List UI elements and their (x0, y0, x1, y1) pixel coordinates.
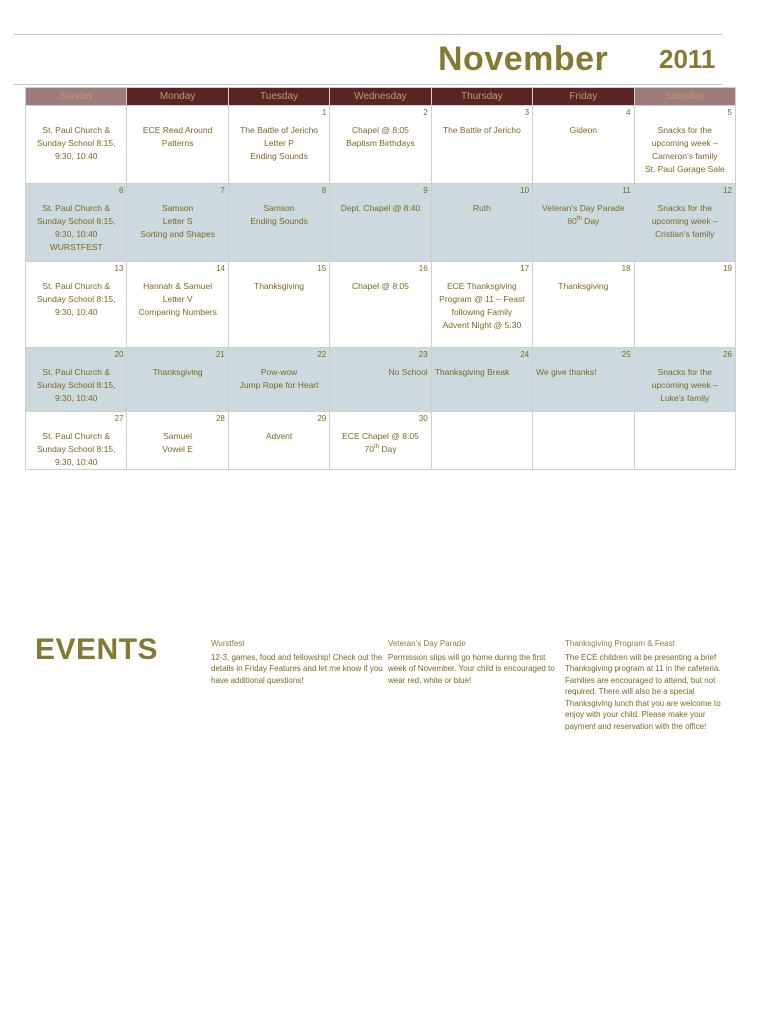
day-entry (330, 348, 430, 379)
event-title: Wurstfest (211, 639, 245, 648)
day-entry (533, 262, 633, 293)
day-entry-text: ECE Thanksgiving Program @ 11 – Feast following Family Advent Night @ 5:30 (439, 281, 525, 330)
day-number: 15 (317, 264, 327, 273)
weekday-wednesday: Wednesday (330, 88, 431, 106)
event-wurstfest (211, 638, 383, 686)
day-entry-text: Dept. Chapel @ 8:40 (340, 203, 421, 213)
day-count-label: Day (378, 444, 397, 454)
day-entry-text: Hannah & Samuel Letter V Comparing Numbers (138, 281, 217, 317)
day-entry-text: St. Paul Church & Sunday School 8:15, 9:30, 10:40 (36, 431, 116, 467)
day-entry-text: St. Paul Church & Sunday School 8:15, 9:30, 10:40 (36, 125, 116, 161)
day-number: 6 (118, 186, 124, 195)
weekday-header-row (26, 88, 736, 106)
day-number: 10 (520, 186, 530, 195)
day-entry (330, 412, 430, 456)
header-top-rule (14, 34, 722, 35)
calendar-day-cell (127, 412, 228, 470)
day-number: 21 (215, 350, 225, 359)
day-entry-text: Samson Ending Sounds (250, 203, 308, 226)
calendar-day-cell (431, 184, 532, 262)
day-number: 16 (418, 264, 428, 273)
calendar-day-cell (330, 184, 431, 262)
day-number: 24 (520, 350, 530, 359)
day-entry-text: Veteran’s Day Parade (542, 203, 625, 213)
calendar-day-cell (533, 106, 634, 184)
day-count-suffix: th (373, 444, 379, 451)
day-entry (26, 262, 126, 319)
day-entry-text: Thanksgiving (152, 367, 203, 377)
day-entry (635, 412, 735, 430)
event-body: 12-3, games, food and fellowship! Check out the details in Friday Features and let me know if you have additional questions! (211, 652, 383, 685)
calendar-day-cell (228, 262, 329, 348)
calendar-day-cell (634, 348, 735, 412)
event-body: Permission slips will go home during the first week of November. Your child is encouraged to wear red, white or blue! (388, 652, 555, 685)
day-number: 11 (622, 186, 631, 195)
day-number: 13 (114, 264, 124, 273)
event-body: The ECE children will be presenting a brief Thanksgiving program at 11 in the cafeteria. Families are encouraged to attend, but not required. There will also be a special Thanksgiving lunch that you are welcome to enjoy with your child. Please make your payment and reservation with the office! (565, 652, 721, 731)
day-number: 18 (621, 264, 631, 273)
calendar-day-cell (330, 106, 431, 184)
weekday-friday: Friday (533, 88, 634, 106)
calendar-week-row (26, 262, 736, 348)
calendar-day-cell (634, 106, 735, 184)
calendar-day-cell (431, 106, 532, 184)
day-entry-text: St. Paul Church & Sunday School 8:15, 9:30, 10:40 WURSTFEST (36, 203, 116, 252)
events-heading: EVENTS (35, 633, 159, 666)
day-entry (330, 184, 430, 215)
day-entry-text: Chapel @ 8:05 (352, 281, 409, 291)
day-entry (127, 262, 227, 319)
day-number: 20 (114, 350, 124, 359)
calendar-day-cell (431, 262, 532, 348)
day-entry-text: No School (388, 367, 428, 377)
weekday-tuesday: Tuesday (228, 88, 329, 106)
calendar-day-cell (26, 184, 127, 262)
calendar-day-cell (228, 412, 329, 470)
day-number: 26 (723, 350, 732, 359)
day-entry (432, 412, 532, 430)
calendar-day-cell (127, 348, 228, 412)
day-entry (127, 348, 227, 379)
day-entry-text: ECE Chapel @ 8:05 (342, 431, 419, 441)
calendar-day-cell (431, 348, 532, 412)
day-entry-text: ECE Read Around Patterns (142, 125, 213, 148)
day-number: 9 (423, 186, 428, 195)
day-entry (127, 412, 227, 456)
calendar-day-cell (127, 106, 228, 184)
calendar-day-cell (127, 262, 228, 348)
event-title: Veteran’s Day Parade (388, 639, 466, 648)
calendar-day-cell (533, 348, 634, 412)
calendar-day-cell (634, 262, 735, 348)
day-entry-text: We give thanks! (536, 367, 597, 377)
day-count: 70 (364, 444, 374, 454)
calendar-day-cell (330, 262, 431, 348)
calendar-day-cell (330, 348, 431, 412)
day-entry (229, 412, 329, 443)
day-entry-text: Pow-wow Jump Rope for Heart (239, 367, 319, 390)
day-number: 17 (520, 264, 530, 273)
year-title: 2011 (659, 44, 716, 74)
day-entry (533, 184, 633, 228)
month-title: November (438, 40, 609, 78)
day-count-label: Day (581, 216, 600, 226)
day-entry (330, 106, 430, 150)
event-veterans-day-parade (388, 638, 560, 686)
day-entry (229, 184, 329, 228)
day-entry-text: The Battle of Jericho (442, 125, 521, 135)
day-entry (635, 348, 735, 405)
day-entry-text: Ruth (472, 203, 491, 213)
calendar-day-cell (330, 412, 431, 470)
calendar-day-cell (228, 184, 329, 262)
day-entry (432, 348, 532, 379)
day-number: 25 (621, 350, 631, 359)
calendar-week-row (26, 184, 736, 262)
weekday-monday: Monday (127, 88, 228, 106)
day-number: 27 (114, 414, 124, 423)
day-entry-text: St. Paul Church & Sunday School 8:15, 9:30, 10:40 (36, 281, 116, 317)
day-entry-text: Gideon (569, 125, 598, 135)
day-count-suffix: th (576, 216, 582, 223)
day-entry (533, 348, 633, 379)
calendar-week-row (26, 348, 736, 412)
calendar-day-cell (26, 106, 127, 184)
day-entry (432, 262, 532, 332)
event-thanksgiving-program (565, 638, 737, 732)
weekday-sunday: Sunday (26, 88, 127, 106)
day-entry (432, 184, 532, 215)
day-number: 19 (723, 264, 732, 273)
day-entry (635, 262, 735, 280)
day-number: 29 (317, 414, 327, 423)
day-entry-text: Advent (265, 431, 293, 441)
day-entry-text: The Battle of Jericho Letter P Ending Sounds (240, 125, 319, 161)
day-number: 23 (418, 350, 428, 359)
calendar-day-cell (431, 412, 532, 470)
day-entry (533, 412, 633, 430)
day-entry (330, 262, 430, 293)
day-entry (26, 348, 126, 405)
day-number: 12 (723, 186, 732, 195)
day-entry-text: Thanksgiving Break (434, 367, 510, 377)
day-entry (229, 262, 329, 293)
calendar-day-cell (127, 184, 228, 262)
calendar-day-cell (634, 184, 735, 262)
calendar-day-cell (533, 184, 634, 262)
calendar-day-cell (634, 412, 735, 470)
day-entry (229, 106, 329, 163)
day-number: 5 (727, 108, 732, 117)
day-number: 2 (423, 108, 428, 117)
event-title: Thanksgiving Program & Feast (565, 639, 675, 648)
day-entry (127, 184, 227, 241)
calendar-day-cell (228, 348, 329, 412)
day-number: 3 (524, 108, 530, 117)
day-entry-text: Thanksgiving (254, 281, 305, 291)
day-count: 60 (567, 216, 577, 226)
header-bottom-rule (14, 84, 722, 85)
day-entry (432, 106, 532, 137)
calendar-week-row (26, 412, 736, 470)
calendar-day-cell (26, 412, 127, 470)
calendar-day-cell (533, 262, 634, 348)
calendar-week-row (26, 106, 736, 184)
calendar-day-cell (26, 348, 127, 412)
weekday-thursday: Thursday (431, 88, 532, 106)
calendar-day-cell (228, 106, 329, 184)
day-entry-text: St. Paul Church & Sunday School 8:15, 9:30, 10:40 (36, 367, 116, 403)
day-entry (635, 106, 735, 176)
day-number: 22 (317, 350, 327, 359)
day-number: 14 (215, 264, 225, 273)
day-entry-text: Snacks for the upcoming week – Cameron’s family St. Paul Garage Sale (644, 125, 725, 174)
calendar-day-cell (26, 262, 127, 348)
weekday-saturday: Saturday (634, 88, 735, 106)
day-number: 1 (321, 108, 327, 117)
calendar-grid (25, 87, 736, 470)
day-entry (127, 106, 227, 150)
day-entry-text: Chapel @ 8:05 Baptism Birthdays (346, 125, 415, 148)
calendar-day-cell (533, 412, 634, 470)
day-entry (26, 184, 126, 254)
day-number: 7 (220, 186, 225, 195)
day-number: 30 (418, 414, 428, 423)
day-number: 4 (626, 108, 631, 117)
day-entry-text: Snacks for the upcoming week – Luke’s family (651, 367, 718, 403)
day-entry (26, 412, 126, 469)
day-entry (635, 184, 735, 241)
day-entry-text: Thanksgiving (558, 281, 609, 291)
day-entry-text: Samson Letter S Sorting and Shapes (140, 203, 215, 239)
day-entry-text: Snacks for the upcoming week – Cristian’s family (651, 203, 718, 239)
day-entry (229, 348, 329, 392)
day-entry-text: Samuel Vowel E (162, 431, 193, 454)
day-entry (533, 106, 633, 137)
day-entry (26, 106, 126, 163)
day-number: 28 (215, 414, 225, 423)
day-number: 8 (321, 186, 327, 195)
